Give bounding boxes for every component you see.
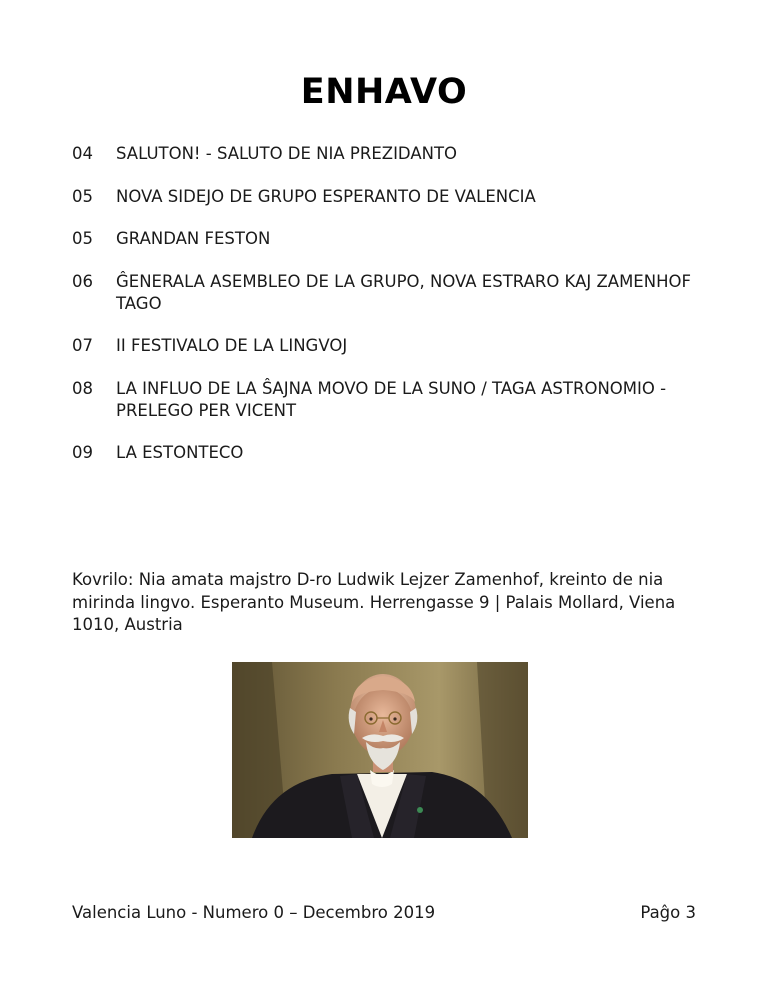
toc-page-number: 05 (72, 229, 93, 248)
toc-page-number: 08 (72, 378, 93, 398)
toc-entry-title: GRANDAN FESTON (116, 229, 271, 248)
toc-page-number: 09 (72, 443, 93, 462)
toc-item (72, 228, 712, 250)
toc-entry-title: LA ESTONTECO (116, 443, 244, 462)
toc-item (72, 335, 712, 357)
toc-entry-title: NOVA SIDEJO DE GRUPO ESPERANTO DE VALENCIA (116, 186, 536, 206)
toc-entry-title: LA INFLUO DE LA ŜAJNA MOVO DE LA SUNO / TAGA ASTRONOMIO - PRELEGO PER VICENT (116, 378, 667, 420)
footer-publication-info: Valencia Luno - Numero 0 – Decembro 2019 (72, 903, 436, 922)
toc-page-number: 06 (72, 271, 93, 291)
cover-caption: Kovrilo: Nia amata majstro D-ro Ludwik Lejzer Zamenhof, kreinto de nia mirinda lingvo. Esperanto Museum. Herrengasse 9 | Palais Mollard, Viena 1010, Austria (72, 570, 676, 634)
toc-item (72, 186, 712, 208)
toc-page-number: 07 (72, 336, 93, 355)
toc-page-number: 05 (72, 186, 93, 206)
toc-item (72, 378, 712, 422)
page-title: ENHAVO (300, 72, 468, 112)
toc-item (72, 143, 712, 165)
toc-entry-title: SALUTON! - SALUTO DE NIA PREZIDANTO (116, 144, 458, 163)
toc-item (72, 442, 712, 464)
toc-item (72, 271, 712, 315)
toc-page-number: 04 (72, 144, 93, 163)
toc-entry-title: ĜENERALA ASEMBLEO DE LA GRUPO, NOVA ESTRARO KAJ ZAMENHOF TAGO (116, 271, 691, 313)
footer-page-number: Paĝo 3 (640, 903, 696, 922)
toc-entry-title: II FESTIVALO DE LA LINGVOJ (116, 336, 348, 355)
table-of-contents (72, 143, 712, 485)
zamenhof-portrait-image (232, 662, 528, 838)
